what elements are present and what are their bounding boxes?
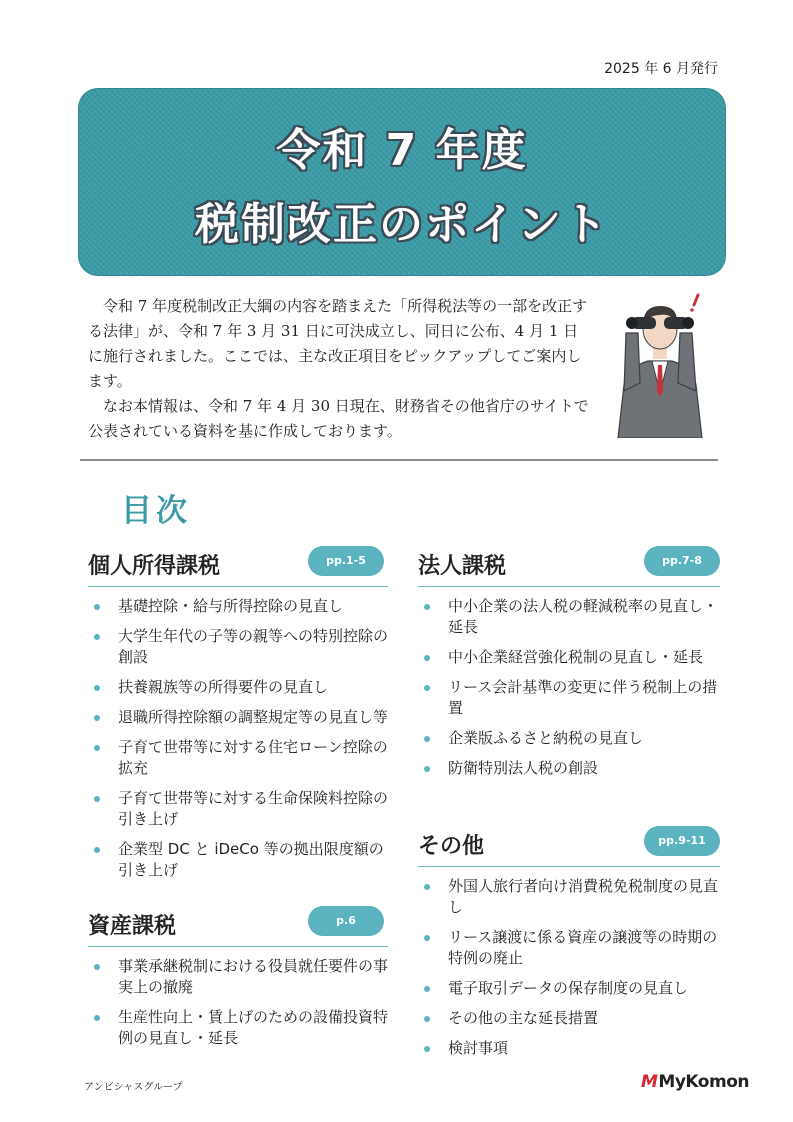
section-shisan-header [88,902,388,947]
section-kojin-pages-badge: pp.1-5 [308,546,384,576]
mykomon-logo [641,1072,749,1092]
bullet-icon [94,1015,100,1021]
intro-paragraph-1: 令和 7 年度税制改正大綱の内容を踏まえた「所得税法等の一部を改正する法律」が、令和 7 年 3 月 31 日に可決成立し、同日に公布、4 月 1 日に施行されました。ここでは、主な改正項目をピックアップしてご案内します。 [88,297,588,390]
section-sonota-pages-badge: pp.9-11 [644,826,720,856]
bullet-icon [94,604,100,610]
section-kojin-title: 個人所得課税 [88,554,221,579]
title-banner [78,88,726,276]
banner-title-line2: 税制改正のポイント [195,199,609,250]
list-item: 中小企業の法人税の軽減税率の見直し・延長 [418,596,720,638]
bullet-icon [94,715,100,721]
section-hojin-title: 法人課税 [418,554,507,579]
list-item: 退職所得控除額の調整規定等の見直し等 [88,707,388,728]
mykomon-logo-mark: M [641,1072,658,1092]
bullet-icon [424,736,430,742]
section-shisan [88,902,388,1049]
toc-title: 目次 [121,493,191,529]
bullet-icon [424,1046,430,1052]
section-sonota [418,822,720,1059]
bullet-icon [424,685,430,691]
list-item: 子育て世帯等に対する生命保険料控除の引き上げ [88,788,388,830]
list-item: 大学生年代の子等の親等への特別控除の創設 [88,626,388,668]
section-kojin [88,542,388,881]
bullet-icon [94,685,100,691]
bullet-icon [94,745,100,751]
bullet-icon [94,634,100,640]
list-item: その他の主な延長措置 [418,1008,720,1029]
list-item: 検討事項 [418,1038,720,1059]
list-item: 生産性向上・賃上げのための設備投資特例の見直し・延長 [88,1007,388,1049]
section-sonota-title: その他 [418,834,485,859]
bullet-icon [424,935,430,941]
intro-text [88,294,593,444]
bullet-icon [94,847,100,853]
list-item: 企業型 DC と iDeCo 等の拠出限度額の引き上げ [88,839,388,881]
bullet-icon [424,655,430,661]
list-item: 事業承継税制における役員就任要件の事実上の撤廃 [88,956,388,998]
bullet-icon [424,884,430,890]
issue-date: 2025 年 6 月発行 [604,61,718,77]
section-hojin-header [418,542,720,587]
section-sonota-header [418,822,720,867]
intro-paragraph-2: なお本情報は、令和 7 年 4 月 30 日現在、財務省その他省庁のサイトで公表されている資料を基に作成しております。 [88,397,589,440]
banner-title-line1: 令和 7 年度 [276,125,528,176]
section-shisan-title: 資産課税 [88,914,177,939]
bullet-icon [424,766,430,772]
group-name: アンビシャスグループ [84,1082,183,1093]
bullet-icon [94,964,100,970]
list-item: 電子取引データの保存制度の見直し [418,978,720,999]
list-item: 中小企業経営強化税制の見直し・延長 [418,647,720,668]
list-item: 子育て世帯等に対する住宅ローン控除の拡充 [88,737,388,779]
list-item: 企業版ふるさと納税の見直し [418,728,720,749]
bullet-icon [424,604,430,610]
list-item: リース会計基準の変更に伴う税制上の措置 [418,677,720,719]
businessman-binoculars-illustration [610,293,710,438]
section-hojin-pages-badge: pp.7-8 [644,546,720,576]
section-kojin-header [88,542,388,587]
bullet-icon [94,796,100,802]
section-hojin [418,542,720,779]
list-item: 扶養親族等の所得要件の見直し [88,677,388,698]
mykomon-logo-text: MyKomon [658,1072,749,1092]
list-item: 外国人旅行者向け消費税免税制度の見直し [418,876,720,918]
list-item: 防衛特別法人税の創設 [418,758,720,779]
bullet-icon [424,1016,430,1022]
list-item: 基礎控除・給与所得控除の見直し [88,596,388,617]
list-item: リース譲渡に係る資産の譲渡等の時期の特例の廃止 [418,927,720,969]
divider-line [80,459,718,461]
section-shisan-pages-badge: p.6 [308,906,384,936]
bullet-icon [424,986,430,992]
